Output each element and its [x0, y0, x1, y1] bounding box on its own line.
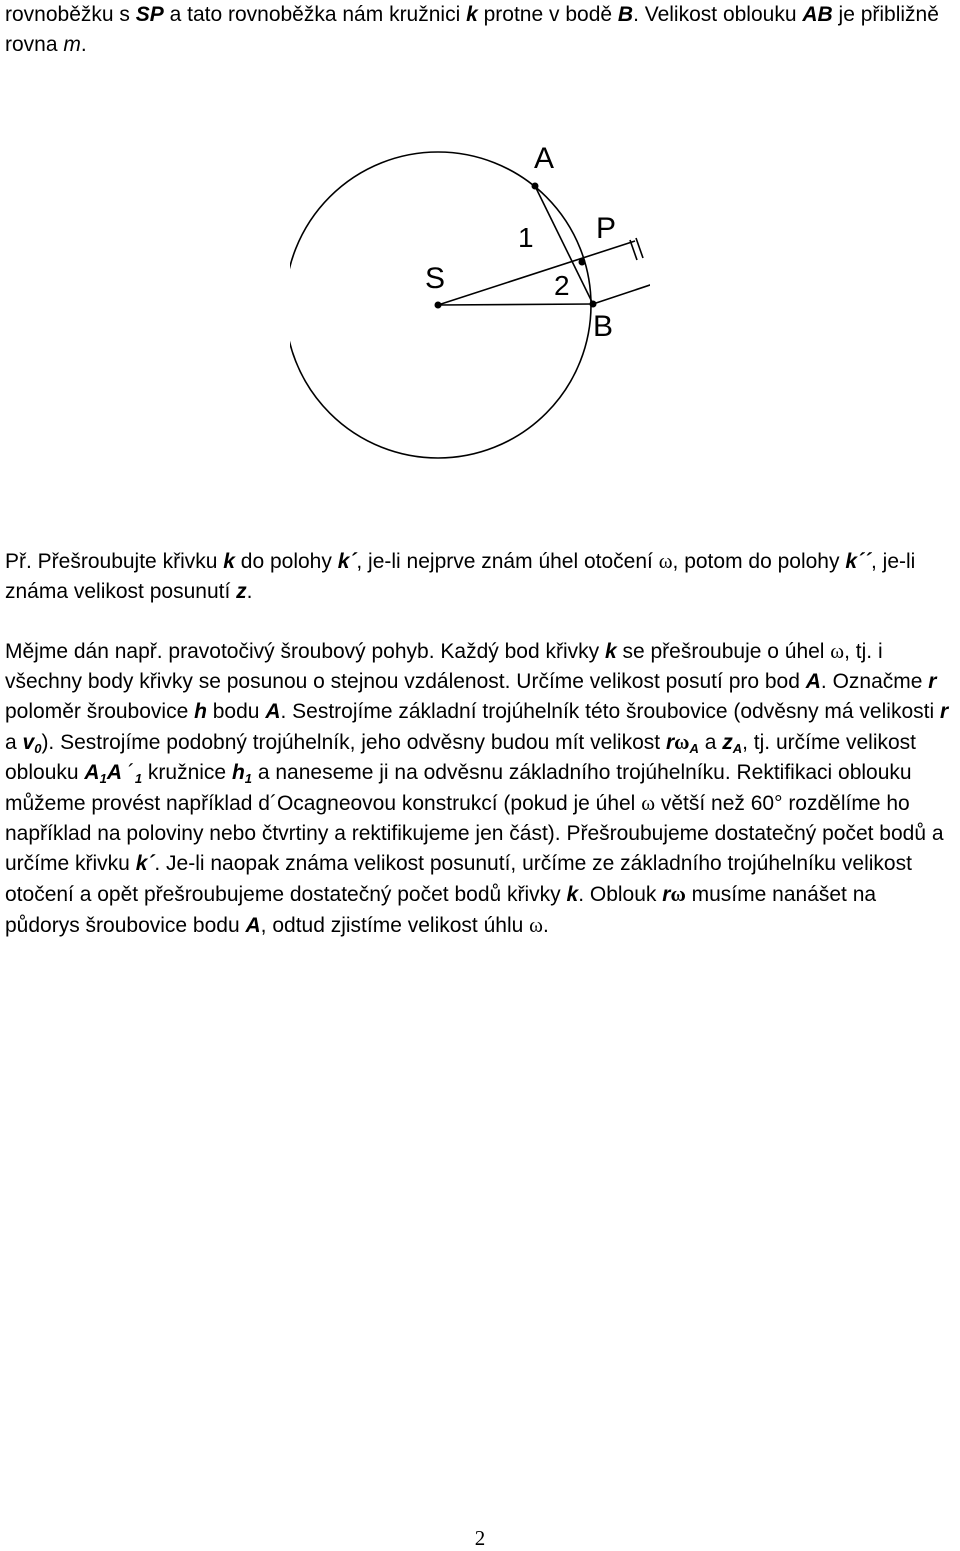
label-a: A [534, 142, 555, 175]
line-sp [438, 241, 635, 305]
point-p [579, 259, 586, 266]
example-paragraph: Př. Přešroubujte křivku k do polohy k´, je-li nejprve znám úhel otočení ω, potom do polohy k´´, je-li známa velikost posunutí z. [5, 549, 916, 603]
point-b [590, 301, 597, 308]
point-s [435, 302, 442, 309]
intro-paragraph: rovnoběžku s SP a tato rovnoběžka nám kružnici k protne v bodě B. Velikost oblouku AB je přibližně rovna m. [5, 3, 939, 56]
body-paragraph: Mějme dán např. pravotočivý šroubový pohyb. Každý bod křivky k se přešroubuje o úhel ω, tj. i všechny body křivky se posunou o stejnou vzdálenost. Určíme velikost posutí pro bod A. Označme r poloměr šroubovice h bodu A. Sestrojíme základní trojúhelník této šroubovice (odvěsny má velikosti r a $v_0$). Sestrojíme podobný trojúhelník, jeho odvěsny budou mít velikost $r\omega_A$ a $z_A$, tj. určíme velikost oblouku $A_1A$ $´_1$ kružnice $h_1$ a naneseme ji na odvěsnu základního trojúhelníku. Rektifikaci oblouku můžeme provést například d´Ocagneovou konstrukcí (pokud je úhel ω větší než 60° rozdělíme ho například na poloviny nebo čtvrtiny a rektifikujeme jen část). Přešroubujeme dostatečný počet bodů a určíme křivku k´. Je-li naopak známa velikost posunutí, určíme ze základního trojúhelníku velikost otočení a opět přešroubujeme dostatečný počet bodů křivky k. Oblouk rω musíme nanášet na půdorys šroubovice bodu A, odtud zjistíme velikost úhlu ω. [5, 639, 949, 937]
label-p: P [596, 212, 617, 245]
segment-sb [438, 304, 593, 305]
line-sb-parallel [593, 281, 650, 304]
tick-mark [636, 238, 643, 258]
tick-mark [630, 240, 637, 260]
point-a [532, 183, 539, 190]
label-s: S [425, 262, 446, 295]
label-2: 2 [554, 270, 570, 301]
page-number: 2 [474, 1526, 486, 1550]
label-1: 1 [518, 222, 534, 253]
label-b: B [593, 310, 614, 343]
circle-construction-figure [290, 130, 650, 505]
